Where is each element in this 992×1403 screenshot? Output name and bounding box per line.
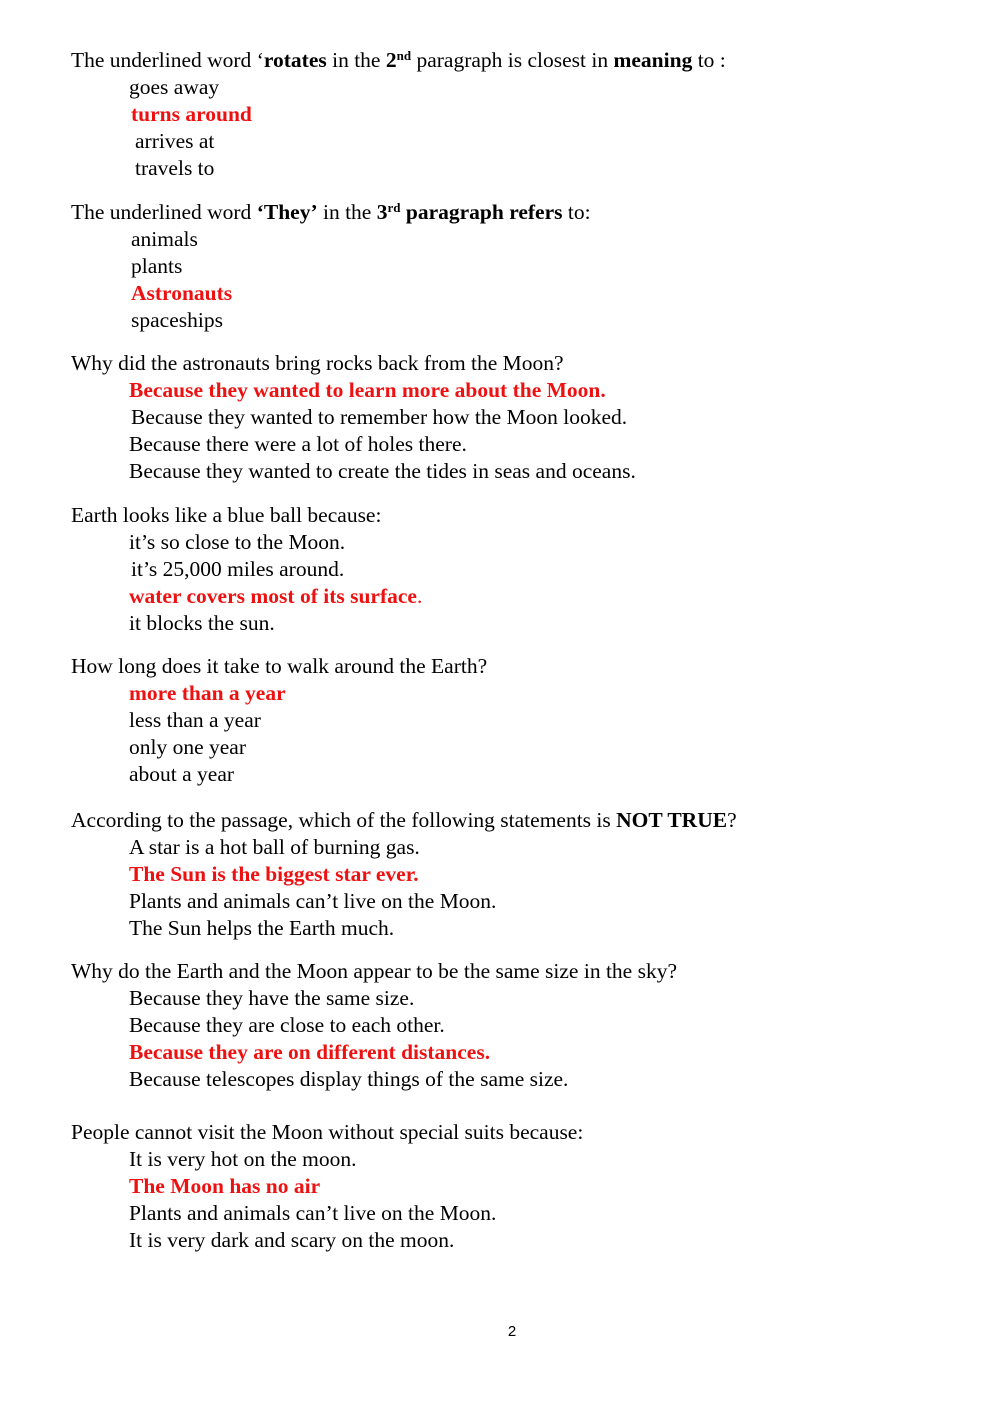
stem-text: According to the passage, which of the following statements is [71,808,617,832]
stem-bold-number: 2 [385,48,397,72]
option-c-correct: Astronauts [131,281,233,305]
stem-text: in the [326,48,386,72]
option-b: Because they wanted to remember how the Moon looked. [131,405,628,429]
option-b: Because they are close to each other. [129,1013,445,1037]
question-8-stem: People cannot visit the Moon without special suits because: [71,1120,584,1144]
option-c: Because there were a lot of holes there. [129,432,467,456]
question-7-stem: Why do the Earth and the Moon appear to be the same size in the sky? [71,959,677,983]
question-1-stem [71,47,951,74]
option-b-correct: The Moon has no air [129,1174,321,1198]
stem-bold-paragraph-refers: paragraph refers [400,200,563,224]
question-7 [71,958,951,1093]
question-2-stem [71,199,951,226]
option-c: only one year [129,735,247,759]
stem-ordinal-suffix: rd [387,200,401,215]
question-8 [71,1119,951,1254]
option-d: spaceships [131,308,223,332]
option-b: less than a year [129,708,261,732]
question-2 [71,199,951,334]
option-c: Plants and animals can’t live on the Moon. [129,889,497,913]
option-c-text: water covers most of its surface [129,584,417,608]
option-a: animals [131,227,198,251]
question-5 [71,653,951,788]
question-5-stem: How long does it take to walk around the Earth? [71,654,488,678]
option-d: it blocks the sun. [129,611,275,635]
option-c-period: . [416,584,423,608]
option-c-correct [71,583,951,610]
option-d: travels to [135,156,215,180]
stem-bold-number: 3 [376,200,388,224]
stem-bold-meaning: meaning [613,48,693,72]
question-3-stem: Why did the astronauts bring rocks back from the Moon? [71,351,564,375]
option-d: Because they wanted to create the tides in seas and oceans. [129,459,636,483]
option-d: about a year [129,762,235,786]
option-a: it’s so close to the Moon. [129,530,346,554]
stem-text: in the [317,200,377,224]
question-6-stem [71,807,951,834]
question-3 [71,350,951,485]
stem-bold-rotates: rotates [263,48,327,72]
option-b: it’s 25,000 miles around. [131,557,345,581]
option-a-correct: more than a year [129,681,286,705]
question-4-stem: Earth looks like a blue ball because: [71,503,382,527]
stem-text: to: [562,200,591,224]
page-footer [0,1323,992,1340]
stem-text: paragraph is closest in [411,48,614,72]
option-a-correct: Because they wanted to learn more about the Moon. [129,378,606,402]
option-c: Plants and animals can’t live on the Moon. [129,1201,497,1225]
option-d: It is very dark and scary on the moon. [129,1228,455,1252]
question-4 [71,502,951,637]
option-b-correct: The Sun is the biggest star ever. [129,862,419,886]
stem-text: ? [727,808,737,832]
option-a: goes away [129,75,220,99]
stem-text: The underlined word [71,200,257,224]
option-b: plants [131,254,183,278]
question-1 [71,47,951,182]
stem-text: The underlined word ‘ [71,48,264,72]
option-a: Because they have the same size. [129,986,415,1010]
stem-text: to : [692,48,726,72]
option-c-correct: Because they are on different distances. [129,1040,491,1064]
stem-ordinal-suffix: nd [396,48,412,63]
stem-bold-not-true: NOT TRUE [616,808,728,832]
option-c: arrives at [135,129,215,153]
option-a: It is very hot on the moon. [129,1147,357,1171]
option-d: The Sun helps the Earth much. [129,916,395,940]
question-6 [71,807,951,942]
stem-bold-they: ‘They’ [256,200,318,224]
option-b-correct: turns around [131,102,252,126]
page-number: 2 [507,1323,517,1340]
option-d: Because telescopes display things of the same size. [129,1067,569,1091]
option-a: A star is a hot ball of burning gas. [129,835,420,859]
